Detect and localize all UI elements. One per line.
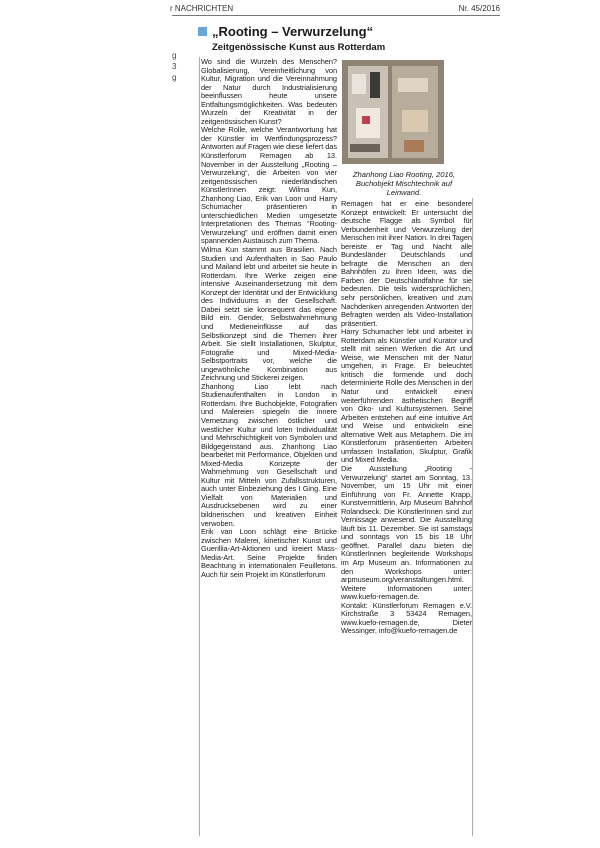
title-row xyxy=(198,24,498,40)
artwork-photo xyxy=(342,60,444,164)
article-subtitle: Zeitgenössische Kunst aus Rotterdam xyxy=(212,42,386,53)
margin-fragment: g xyxy=(172,51,177,60)
paragraph: Remagen hat er eine besondere Konzept entwickelt: Er untersucht die deutsche Flagge als Symbol für Verbundenheit und Verwurzelung der Menschen mit ihrer Nation. In drei Tagen bereiste er Tag und Nacht alle Bundesländer Deutschlands und befragte die Menschen an den Bahnhöfen zu ihren Ideen, was die Farben der Deutschlandfahne für sie bedeuten. Die teils widersprüchlichen, sehr persönlichen, kreativen und zum Nachdenken anregenden Antworten der Befragten werden als Video-Installation präsentiert. xyxy=(341,199,472,328)
paragraph: Harry Schumacher lebt und arbeitet in Rotterdam als Künstler und Kurator und stellt mit seinen Werken die Art und Weise, wie Menschen mit der Natur umgehen, in Frage. Er beleuchtet kritisch die formende und doch determinierte Rolle des Menschen in der Natur und entwickelt einen weiterführenden ästhetischen Begriff von Öko- und Kultursystemen. Seine Arbeiten entstehen auf eine intuitive Art und Weise und entwickeln eine alternative Welt aus Metaphern. Die im Künstlerforum präsentierten Arbeiten umfassen Installation, Skulptur, Grafik und Mixed Media. xyxy=(341,327,472,465)
paragraph: Zhanhong Liao lebt nach Studienaufenthalten in London in Rotterdam. Ihre Buchobjekte, Fotografien und Malereien spiegeln die innere Vernetzung zwischen östlicher und westlicher Kultur und loten Individualität und Mehrschichtigkeit von Symbolen und Bildgegenstand aus. Zhanhong Liao bearbeitet mit Performance, Objekten und Mixed-Media Konzepte der Wahrnehmung von Gesellschaft und Kultur mit Mitteln von Zufallsstrukturen, auch unter Einbeziehung des I Ging. Eine Vielfalt von Materialien und Ausdrucksebenen wird zu einer bildnerischen und kreativen Einheit verwoben. xyxy=(201,381,337,528)
left-margin-fragments xyxy=(172,50,178,83)
paragraph: Welche Rolle, welche Verantwortung hat der Künstler im Wertfindungsprozess? Antworten auf Fragen wie diese liefert das Künstlerforum Remagen ab 13. November in der Ausstellung „Rooting – Verwurzelung“, die Arbeiten von vier zeitgenössischen niederländischen KünstlerInnen zeigt: Wilma Kun, Zhanhong Liao, Erik van Loon und Harry Schumacher präsentieren in unterschiedlichen Medien umgesetzte Interpretationen des Themas “Rooting- Verwurzelung” und eröffnen damit einen spannenden Austausch zum Thema. xyxy=(201,125,337,246)
margin-fragment: 3 xyxy=(172,62,177,71)
article-title: „Rooting – Verwurzelung“ xyxy=(212,24,374,39)
article-column-1 xyxy=(201,58,337,836)
title-square-icon xyxy=(198,27,207,36)
header-rule xyxy=(172,15,500,16)
paragraph: Wo sind die Wurzeln des Menschen? Globalisierung, Vereinheitlichung von Kultur, Migration und die Vereinnahmung der Natur durch Industrialisierung beeinflussen heute unsere Entfaltungsmöglichkeiten. Was bedeuten Wurzeln der Kreativität in der zeitgenössischen Kunst? xyxy=(201,57,337,126)
issue-number: Nr. 45/2016 xyxy=(458,4,500,13)
column-rule xyxy=(472,198,473,836)
paragraph: Die Ausstellung „Rooting - Verwurzelung“ startet am Sonntag, 13. November, um 15 Uhr mit einer Einführung von Fr. Annette Krapp, Kunstvermittlerin, Arp Museum Bahnhof Rolandseck. Die KünstlerInnen sind zur Vernissage anwesend. Die Ausstellung läuft bis 11. Dezember. Sie ist samstags und sonntags von 15 bis 18 Uhr geöffnet. Parallel dazu bieten die KünstlerInnen begleitende Workshops im Arp Museum an. Informationen zu den Workshops unter: arpmuseum.org/veranstaltungen.html. Weitere Informationen unter: www.kuefo-remagen.de. xyxy=(341,463,472,602)
paragraph: Wilma Kun stammt aus Brasilien. Nach Studien und Aufenthalten in Sao Paulo und Mailand lebt und arbeitet sie heute in Rotterdam. Ihre Werke zeigen eine intensive Auseinandersetzung mit dem Konzept der Identität und der Entwicklung des Individuums in der Gesellschaft. Dabei setzt sie konsequent das eigene Bild ein. Gender, Selbstwahrnehmung und Medieneinflüsse auf das Selbstkonzept sind die Themen ihrer Arbeit. Sie stellt Installationen, Skulptur, Fotografie und Mixed-Media-Selbstportraits vor, welche die ungewöhnliche Kombination aus Zeichnung und Stickerei zeigen. xyxy=(201,245,337,383)
paragraph: Erik van Loon schlägt eine Brücke zwischen Malerei, kinetischer Kunst und Guerillia-Art-Aktionen und kreiert Mass-Media-Art. Seine Projekte finden Beachtung in internationalen Feuilletons. Auch für sein Projekt im Künstlerforum xyxy=(201,527,337,579)
contact-paragraph: Kontakt: Künstlerforum Remagen e.V. Kirchstraße 3 53424 Remagen, www.kuefo-remagen.de, Dieter Wessinger, info@kuefo-remagen.de xyxy=(341,600,472,636)
image-caption: Zhanhong Liao Rooting, 2016, Buchobjekt Mischtechnik auf Leinwand. xyxy=(352,170,456,197)
newspaper-name: r NACHRICHTEN xyxy=(170,4,234,13)
article-column-2 xyxy=(341,200,472,836)
column-rule xyxy=(199,57,200,836)
margin-fragment: g xyxy=(172,73,177,82)
